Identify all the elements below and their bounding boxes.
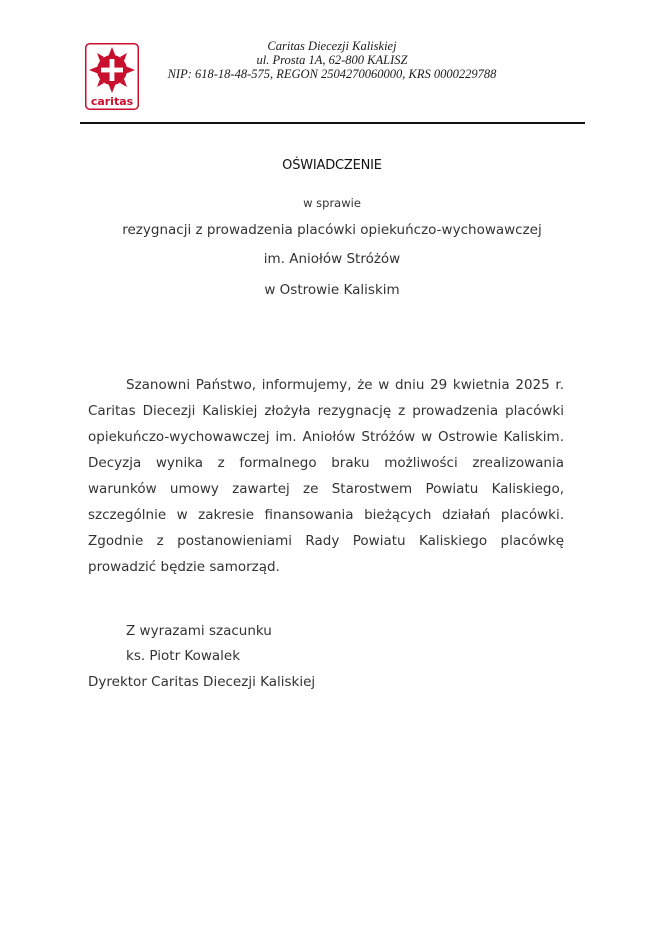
header-divider (80, 122, 585, 124)
caritas-logo (85, 43, 139, 110)
subject-line-3: w Ostrowie Kaliskim (264, 282, 400, 298)
letterhead (150, 39, 514, 81)
body-paragraph-container (88, 372, 564, 580)
signatory-name: ks. Piotr Kowalek (126, 648, 241, 664)
document-subtitle: w sprawie (303, 196, 361, 210)
closing-phrase: Z wyrazami szacunku (126, 623, 272, 639)
body-paragraph: Szanowni Państwo, informujemy, że w dniu 29 kwietnia 2025 r. Caritas Diecezji Kaliskiej złożyła rezygnację z prowadzenia placówki opiekuńczo-wychowawczej im. Aniołów Stróżów w Ostrowie Kaliskim. Decyzja wynika z formalnego braku możliwości zrealizowania warunków umowy zawartej ze Starostwem Powiatu Kaliskiego, szczególnie w zakresie finansowania bieżących działań placówki. Zgodnie z postanowieniami Rady Powiatu Kaliskiego placówkę prowadzić będzie samorząd. (88, 377, 564, 575)
signatory-title: Dyrektor Caritas Diecezji Kaliskiej (88, 674, 316, 690)
subject-line-2: im. Aniołów Stróżów (263, 251, 401, 267)
document-title: OŚWIADCZENIE (282, 158, 382, 173)
organization-registry-numbers: NIP: 618-18-48-575, REGON 2504270060000, KRS 0000229788 (167, 67, 497, 81)
organization-address: ul. Prosta 1A, 62-800 KALISZ (256, 53, 408, 67)
organization-name: Caritas Diecezji Kaliskiej (267, 39, 397, 53)
subject-line-1: rezygnacji z prowadzenia placówki opiekuńczo-wychowawczej (122, 222, 542, 238)
logo-text: caritas (90, 95, 134, 108)
